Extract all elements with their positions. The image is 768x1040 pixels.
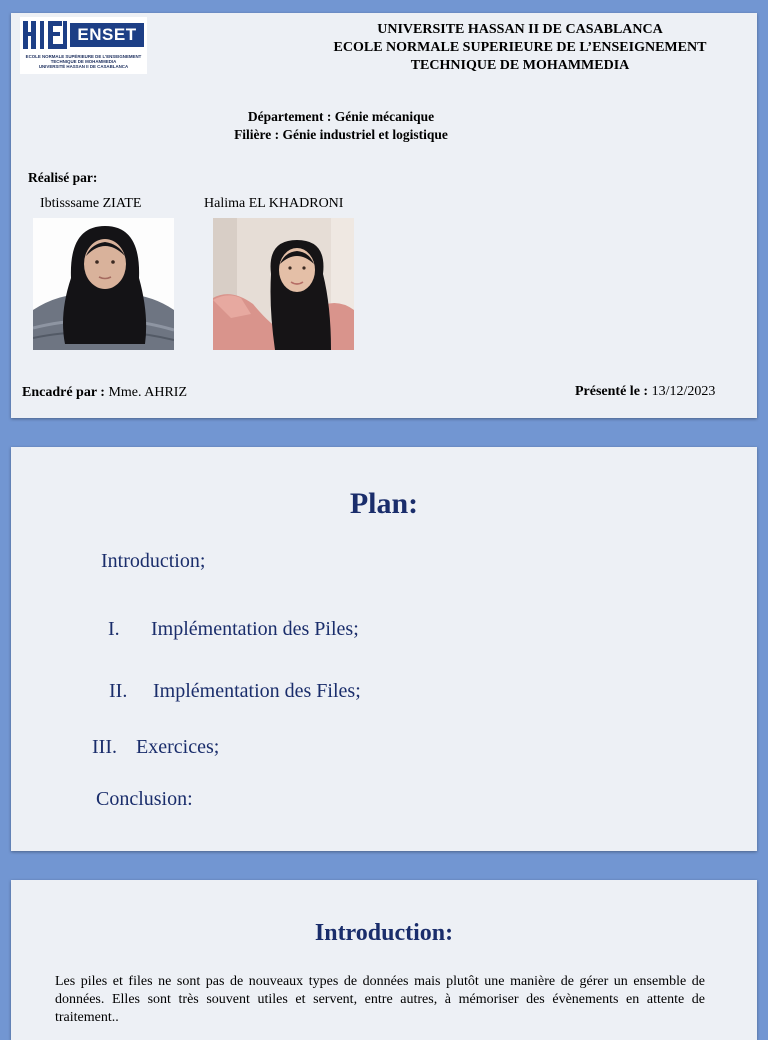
plan-conclusion-item: Conclusion: bbox=[96, 788, 193, 810]
school-line: ECOLE NORMALE SUPERIEURE DE L’ENSEIGNEMENT bbox=[333, 40, 707, 55]
enset-logo bbox=[20, 17, 147, 74]
plan-item-2: II. Implémentation des Files; bbox=[109, 680, 361, 702]
filiere-label: Filière : Génie industriel et logistique bbox=[234, 127, 448, 142]
introduction-paragraph: Les piles et files ne sont pas de nouveaux types de données mais plutôt une manière de gérer un ensemble de données. Elles sont très souvent utiles et servent, entre autres, à mémoriser des évènements en attente de traitement.. bbox=[55, 974, 705, 1025]
plan-title: Plan: bbox=[349, 487, 419, 520]
realise-par-label: Réalisé par: bbox=[28, 170, 98, 185]
university-header bbox=[311, 21, 729, 75]
department-block bbox=[191, 108, 491, 144]
university-line: UNIVERSITE HASSAN II DE CASABLANCA bbox=[377, 22, 663, 37]
location-line: TECHNIQUE DE MOHAMMEDIA bbox=[410, 58, 630, 73]
encadre-par: Encadré par : Mme. AHRIZ bbox=[22, 385, 188, 400]
introduction-title: Introduction: bbox=[314, 920, 454, 946]
introduction-slide bbox=[11, 880, 757, 1040]
logo-brand: ENSET bbox=[70, 23, 144, 47]
student-name: Ibtisssame ZIATE bbox=[40, 196, 142, 211]
presente-le: Présenté le : 13/12/2023 bbox=[575, 384, 716, 399]
title-slide bbox=[11, 13, 757, 418]
enset-emblem-icon bbox=[22, 19, 68, 51]
plan-intro-item: Introduction; bbox=[101, 550, 206, 572]
student-name: Halima EL KHADRONI bbox=[204, 196, 344, 211]
plan-item-1: I. Implémentation des Piles; bbox=[108, 618, 359, 640]
plan-item-3: III. Exercices; bbox=[92, 736, 220, 758]
student-photo bbox=[33, 218, 174, 350]
logo-subtitle: ECOLE NORMALE SUPÉRIEURE DE L'ENSEIGNEMENT TECHNIQUE DE MOHAMMEDIA UNIVERSITÉ HASSAN II DE CASABLANCA bbox=[25, 54, 142, 70]
student-photo bbox=[213, 218, 354, 350]
department-label: Département : Génie mécanique bbox=[247, 109, 435, 124]
plan-slide bbox=[11, 447, 757, 851]
